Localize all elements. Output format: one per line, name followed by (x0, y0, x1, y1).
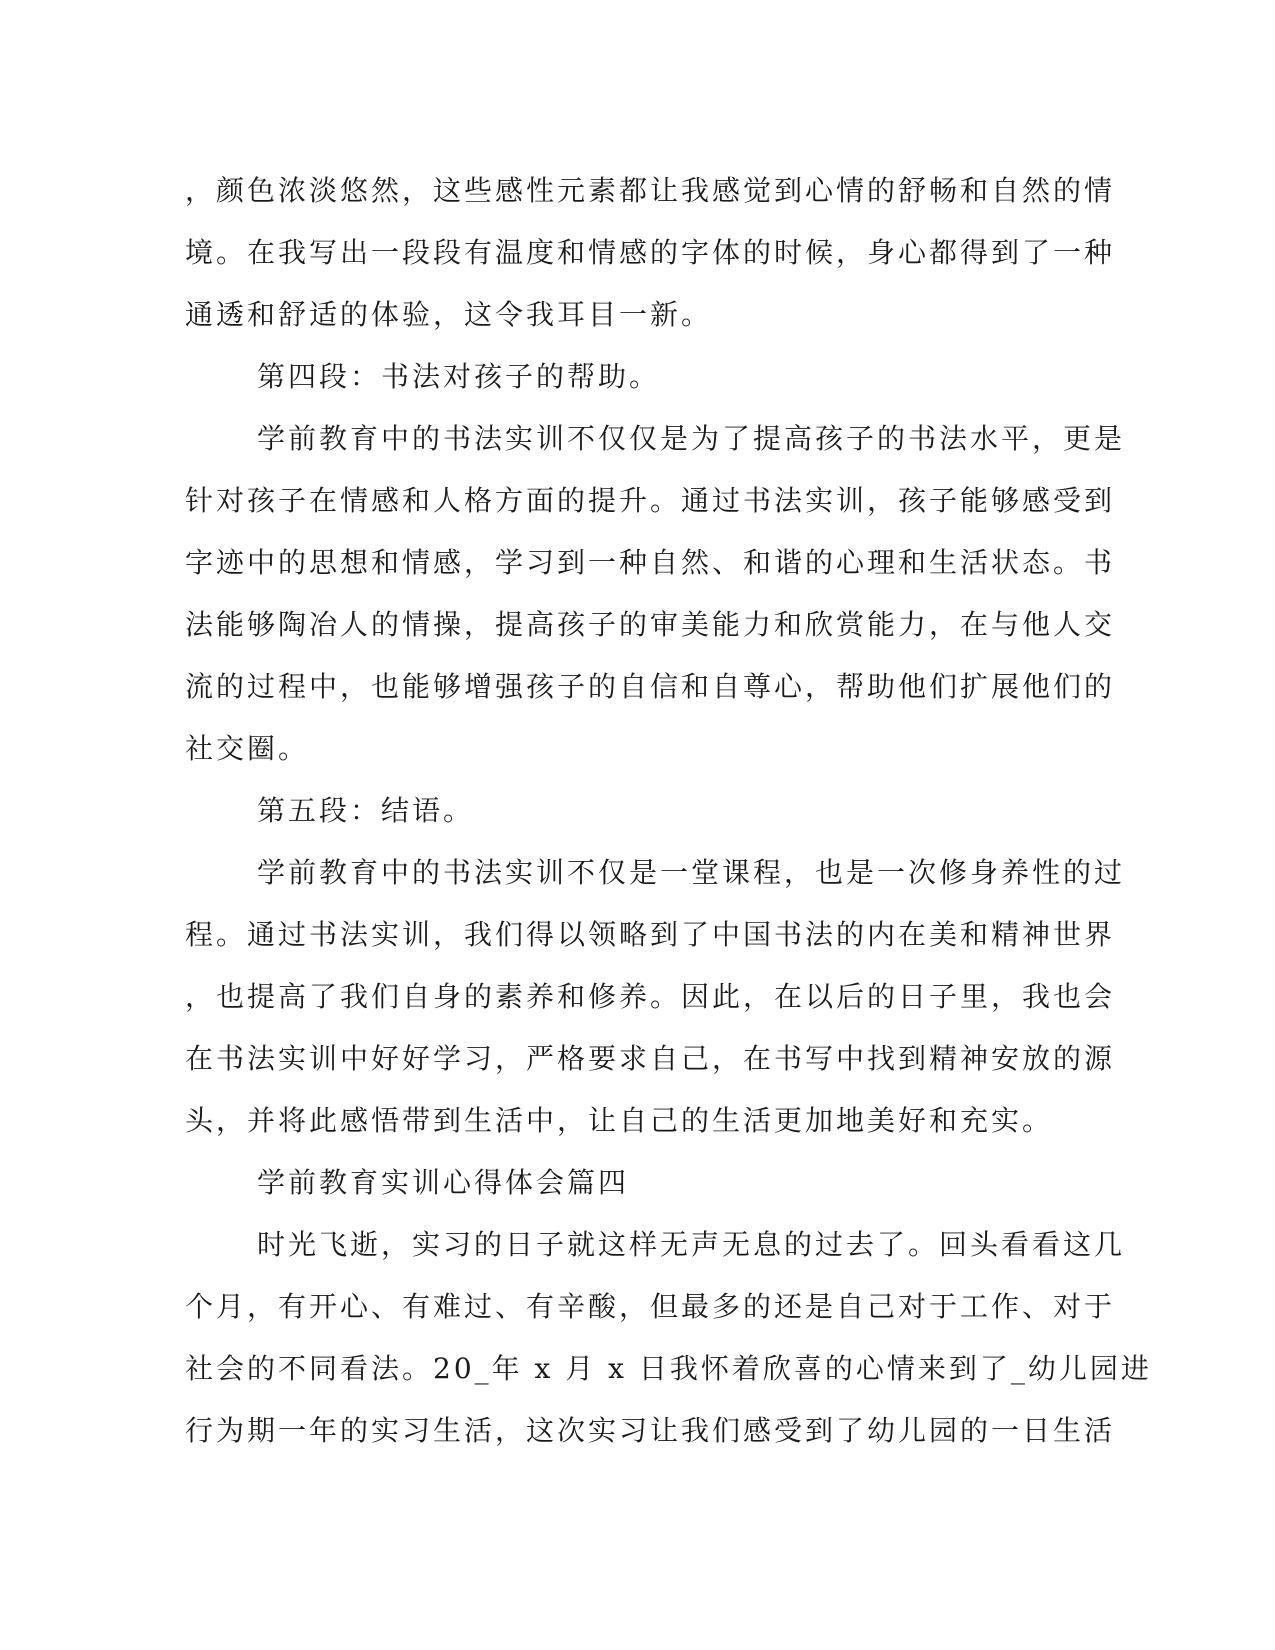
text-line: 行为期一年的实习生活，这次实习让我们感受到了幼儿园的一日生活 (185, 1414, 1116, 1447)
text-line: 境。在我写出一段段有温度和情感的字体的时候，身心都得到了一种 (185, 236, 1116, 269)
text-line: 个月，有开心、有难过、有辛酸，但最多的还是自己对于工作、对于 (185, 1290, 1116, 1323)
text-line: 学前教育中的书法实训不仅仅是为了提高孩子的书法水平，更是 (257, 422, 1126, 455)
section-heading: 第五段：结语。 (257, 794, 475, 827)
text-line: 针对孩子在情感和人格方面的提升。通过书法实训，孩子能够感受到 (185, 484, 1116, 517)
text-line: 通透和舒适的体验，这令我耳目一新。 (185, 298, 713, 331)
text-line: 社会的不同看法。20_年 x 月 x 日我怀着欣喜的心情来到了_幼儿园进 (185, 1352, 1152, 1385)
text-line: 程。通过书法实训，我们得以领略到了中国书法的内在美和精神世界 (185, 918, 1116, 951)
article-title: 学前教育实训心得体会篇四 (257, 1166, 630, 1199)
section-heading: 第四段：书法对孩子的帮助。 (257, 360, 661, 393)
text-line: ，也提高了我们自身的素养和修养。因此，在以后的日子里，我也会 (185, 980, 1116, 1013)
text-line: 时光飞逝，实习的日子就这样无声无息的过去了。回头看看这几 (257, 1228, 1126, 1261)
text-line: 流的过程中，也能够增强孩子的自信和自尊心，帮助他们扩展他们的 (185, 670, 1116, 703)
text-line: 社交圈。 (185, 732, 310, 765)
text-line: ，颜色浓淡悠然，这些感性元素都让我感觉到心情的舒畅和自然的情 (185, 174, 1116, 207)
document-body (185, 160, 1152, 1462)
text-line: 头，并将此感悟带到生活中，让自己的生活更加地美好和充实。 (185, 1104, 1054, 1137)
text-line: 法能够陶冶人的情操，提高孩子的审美能力和欣赏能力，在与他人交 (185, 608, 1116, 641)
text-line: 学前教育中的书法实训不仅是一堂课程，也是一次修身养性的过 (257, 856, 1126, 889)
text-line: 字迹中的思想和情感，学习到一种自然、和谐的心理和生活状态。书 (185, 546, 1116, 579)
text-line: 在书法实训中好好学习，严格要求自己，在书写中找到精神安放的源 (185, 1042, 1116, 1075)
